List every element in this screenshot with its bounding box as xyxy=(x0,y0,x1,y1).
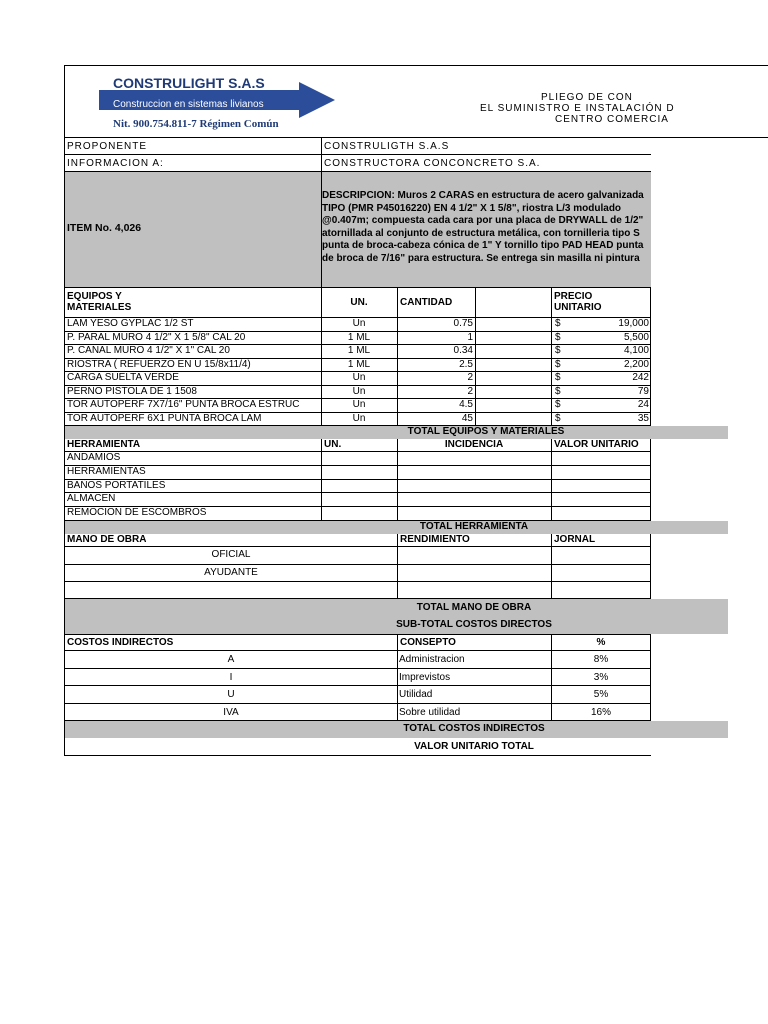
material-qty: 1 xyxy=(467,331,473,343)
material-name: CARGA SUELTA VERDE xyxy=(67,372,179,383)
row-proponente xyxy=(64,138,651,155)
labor-ayudante: AYUDANTE xyxy=(204,567,258,578)
total-mano-row xyxy=(64,599,728,617)
header-line-3: CENTRO COMERCIA xyxy=(555,114,669,125)
col-divider xyxy=(321,466,322,480)
material-currency: $ xyxy=(555,372,561,383)
indirect-pct: 8% xyxy=(593,654,609,665)
description-line: TIPO (PMR P45016220) EN 4 1/2" X 1 5/8", riostra L/3 modulado xyxy=(322,202,622,214)
tool-row xyxy=(64,466,651,480)
material-unit: 1 ML xyxy=(347,345,371,356)
tool-name: HERRAMIENTAS xyxy=(67,465,146,477)
col-divider xyxy=(321,507,322,521)
material-row xyxy=(64,386,651,400)
subtotal-label: SUB-TOTAL COSTOS DIRECTOS xyxy=(396,619,552,630)
col-divider xyxy=(397,466,398,480)
material-name: TOR AUTOPERF 6X1 PUNTA BROCA LAM xyxy=(67,412,262,424)
material-qty: 0.34 xyxy=(453,345,473,356)
material-unit: Un xyxy=(352,372,366,383)
material-qty: 45 xyxy=(461,412,473,424)
material-qty: 2 xyxy=(467,385,473,397)
col-divider xyxy=(551,386,552,400)
col-divider xyxy=(551,452,552,466)
materials-header xyxy=(64,288,651,318)
description-line: atornillada al conjunto de estructura metálica, con tornilleria tipo S xyxy=(322,227,640,239)
labor-oficial: OFICIAL xyxy=(211,549,251,560)
item-description xyxy=(322,190,652,265)
description-line: DESCRIPCION: Muros 2 CARAS en estructura de acero galvanizada xyxy=(322,190,644,201)
logo-company-name: CONSTRULIGHT S.A.S xyxy=(113,75,265,91)
indirect-code: U xyxy=(227,689,235,700)
indirect-code: I xyxy=(229,671,233,683)
tool-name: ANDAMIOS xyxy=(67,452,121,463)
total-indirectos-row xyxy=(64,721,728,738)
material-qty: 2.5 xyxy=(459,358,473,370)
col-divider xyxy=(475,413,476,427)
labor-row-empty xyxy=(64,582,651,599)
col-divider xyxy=(397,686,398,704)
labor-row xyxy=(64,547,651,565)
material-unit: Un xyxy=(352,385,366,397)
material-name: P. CANAL MURO 4 1/2" X 1" CAL 20 xyxy=(67,345,230,356)
logo-tagline: Construccion en sistemas livianos xyxy=(113,99,264,110)
col-divider xyxy=(551,332,552,346)
material-price: 19,000 xyxy=(618,318,649,329)
indirect-pct: 16% xyxy=(590,706,611,718)
material-price: 2,200 xyxy=(623,358,649,370)
material-currency: $ xyxy=(555,385,561,397)
col-divider xyxy=(551,318,552,332)
tool-row xyxy=(64,507,651,521)
material-row xyxy=(64,318,651,332)
material-currency: $ xyxy=(555,331,561,343)
material-name: LAM YESO GYPLAC 1/2 ST xyxy=(67,318,194,329)
tool-name: REMOCION DE ESCOMBROS xyxy=(67,507,207,519)
col-divider xyxy=(551,399,552,413)
header-line-1: PLIEGO DE CON xyxy=(541,92,633,103)
header-consepto: CONSEPTO xyxy=(400,637,456,648)
header-tools-un: UN. xyxy=(324,439,342,450)
material-qty: 2 xyxy=(467,372,473,383)
col-divider xyxy=(551,372,552,386)
material-row xyxy=(64,372,651,386)
material-name: TOR AUTOPERF 7X7/16" PUNTA BROCA ESTRUC xyxy=(67,399,300,410)
description-line: de broca de 7/16" para estructura. Se entrega sin masilla ni pintura xyxy=(322,252,640,264)
valor-total-row xyxy=(64,738,651,756)
col-divider xyxy=(397,669,398,687)
col-divider xyxy=(321,493,322,507)
col-divider xyxy=(321,452,322,466)
header-precio: PRECIO xyxy=(554,291,593,302)
proponente-value: CONSTRULIGTH S.A.S xyxy=(324,141,450,152)
material-name: PERNO PISTOLA DE 1 1508 xyxy=(67,385,197,397)
material-price: 242 xyxy=(632,372,649,383)
material-price: 35 xyxy=(637,412,649,424)
header-pct: % xyxy=(596,637,606,648)
material-qty: 4.5 xyxy=(459,399,473,410)
header-rendimiento: RENDIMIENTO xyxy=(400,534,470,545)
material-price: 79 xyxy=(637,385,649,397)
material-currency: $ xyxy=(555,345,561,356)
col-divider xyxy=(475,359,476,373)
total-materiales-label: TOTAL EQUIPOS Y MATERIALES xyxy=(407,426,565,437)
header-unitario: UNITARIO xyxy=(554,302,602,313)
row-informacion xyxy=(64,155,651,172)
col-divider xyxy=(475,399,476,413)
material-unit: Un xyxy=(352,399,366,410)
col-divider xyxy=(551,413,552,427)
total-herramienta-row xyxy=(64,521,728,534)
material-currency: $ xyxy=(555,399,561,410)
col-divider xyxy=(551,480,552,494)
col-divider xyxy=(397,493,398,507)
col-divider xyxy=(397,452,398,466)
tool-row xyxy=(64,480,651,494)
material-unit: Un xyxy=(352,318,366,329)
material-price: 5,500 xyxy=(623,331,649,343)
col-divider xyxy=(475,386,476,400)
material-row xyxy=(64,332,651,346)
col-divider xyxy=(397,651,398,669)
col-divider xyxy=(397,480,398,494)
description-line: @0.407m; compuesta cada cara por una placa de DRYWALL de 1/2" xyxy=(322,215,644,226)
logo-nit: Nit. 900.754.811-7 Régimen Común xyxy=(113,118,279,130)
material-price: 4,100 xyxy=(623,345,649,356)
valor-total-label: VALOR UNITARIO TOTAL xyxy=(414,741,534,752)
material-currency: $ xyxy=(555,318,561,329)
material-unit: 1 ML xyxy=(347,358,371,370)
subtotal-row xyxy=(64,617,728,634)
col-divider xyxy=(475,318,476,332)
indirect-row xyxy=(64,669,651,687)
col-divider xyxy=(551,359,552,373)
informacion-label: INFORMACION A: xyxy=(67,158,164,169)
header-mano-de-obra: MANO DE OBRA xyxy=(67,534,147,545)
indirect-row xyxy=(64,686,651,704)
informacion-value: CONSTRUCTORA CONCONCRETO S.A. xyxy=(324,158,541,169)
material-unit: Un xyxy=(352,412,366,424)
indirect-pct: 3% xyxy=(593,671,609,683)
material-name: RIOSTRA ( REFUERZO EN U 15/8x11/4) xyxy=(67,358,251,370)
material-row xyxy=(64,359,651,373)
col-divider xyxy=(475,332,476,346)
header-block xyxy=(64,65,768,138)
indirect-code: IVA xyxy=(223,706,239,718)
indirect-concept: Imprevistos xyxy=(399,671,451,683)
header-un: UN. xyxy=(350,297,368,308)
header-incidencia: INCIDENCIA xyxy=(444,439,504,450)
description-line: punta de broca-cabeza cónica de 1" Y tornillo tipo PAD HEAD punta xyxy=(322,240,644,251)
indirect-concept: Utilidad xyxy=(399,689,433,700)
material-row xyxy=(64,399,651,413)
indirect-row xyxy=(64,651,651,669)
material-unit: 1 ML xyxy=(347,331,371,343)
material-name: P. PARAL MURO 4 1/2" X 1 5/8" CAL 20 xyxy=(67,331,246,343)
material-qty: 0.75 xyxy=(453,318,473,329)
header-equipos: EQUIPOS Y xyxy=(67,291,122,302)
col-divider xyxy=(551,493,552,507)
header-line-2: EL SUMINISTRO E INSTALACIÓN D xyxy=(480,103,675,114)
col-divider xyxy=(321,480,322,494)
total-materiales-row xyxy=(64,426,728,439)
tools-header xyxy=(64,439,651,452)
header-costos-indirectos: COSTOS INDIRECTOS xyxy=(67,637,174,648)
col-divider xyxy=(551,345,552,359)
indirect-concept: Sobre utilidad xyxy=(399,706,461,718)
header-valor-unitario: VALOR UNITARIO xyxy=(554,439,639,450)
col-divider xyxy=(475,345,476,359)
labor-row xyxy=(64,565,651,582)
col-divider xyxy=(475,372,476,386)
total-herramienta-label: TOTAL HERRAMIENTA xyxy=(419,521,529,532)
material-row xyxy=(64,345,651,359)
proponente-label: PROPONENTE xyxy=(67,141,148,152)
material-price: 24 xyxy=(637,399,649,410)
indirect-code: A xyxy=(227,654,235,665)
header-herramienta: HERRAMIENTA xyxy=(67,439,141,450)
indirect-header xyxy=(64,634,651,651)
col-divider xyxy=(397,704,398,722)
material-currency: $ xyxy=(555,358,561,370)
header-materiales: MATERIALES xyxy=(67,302,132,313)
tool-row xyxy=(64,452,651,466)
labor-header xyxy=(64,534,651,547)
header-cantidad: CANTIDAD xyxy=(400,297,453,308)
tool-name: ALMACEN xyxy=(67,493,116,505)
col-divider xyxy=(397,507,398,521)
tool-name: BAÑOS PORTATILES xyxy=(67,479,166,491)
col-divider xyxy=(551,507,552,521)
col-divider xyxy=(551,466,552,480)
total-mano-label: TOTAL MANO DE OBRA xyxy=(416,602,532,613)
indirect-concept: Administracion xyxy=(399,654,465,665)
total-indirectos-label: TOTAL COSTOS INDIRECTOS xyxy=(403,723,545,734)
material-row xyxy=(64,413,651,427)
indirect-pct: 5% xyxy=(593,689,609,700)
tool-row xyxy=(64,493,651,507)
material-currency: $ xyxy=(555,412,561,424)
indirect-row xyxy=(64,704,651,722)
header-jornal: JORNAL xyxy=(554,534,596,545)
item-number: ITEM No. 4,026 xyxy=(67,222,142,234)
